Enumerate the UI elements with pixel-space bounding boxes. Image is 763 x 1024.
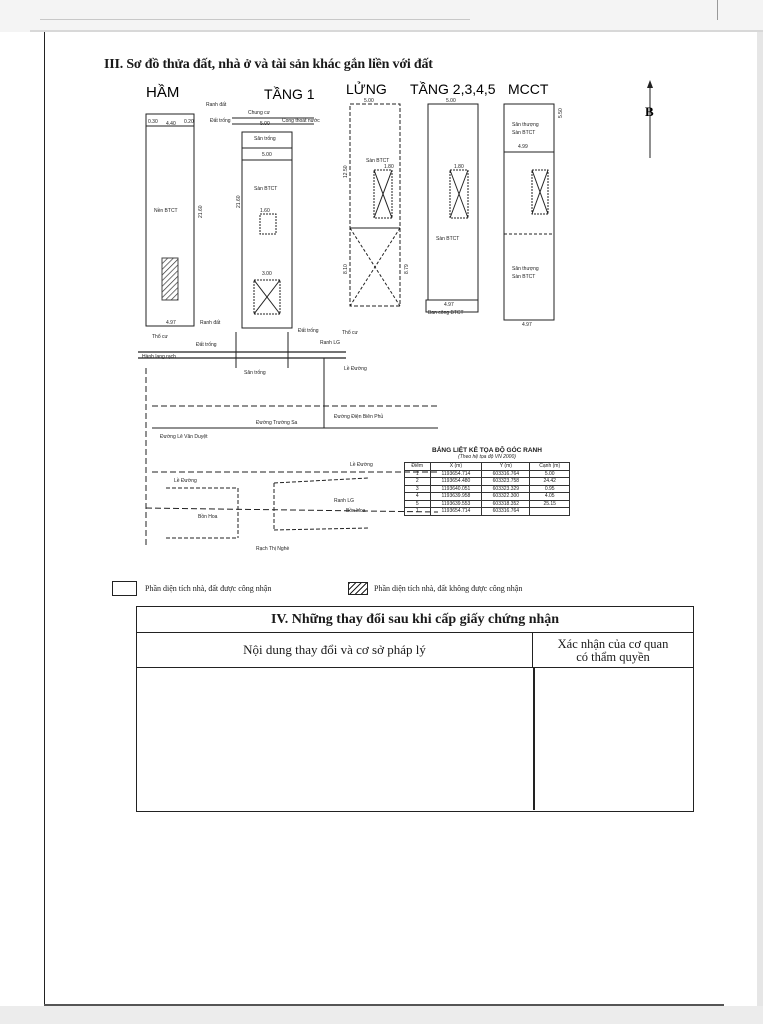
legend-not-recognized xyxy=(348,579,522,597)
cell-x: 1193640.051 xyxy=(430,485,482,493)
label-bon-hoa-1: Bồn Hoa xyxy=(346,508,366,514)
photo-bottom-strip xyxy=(0,1006,763,1024)
cell-edge xyxy=(530,508,570,516)
label-hanh-lang-rach: Hành lang rạch xyxy=(142,354,176,360)
cell-x: 1193639.958 xyxy=(430,493,482,501)
north-arrow-icon xyxy=(643,80,663,160)
cell-x: 1193654.714 xyxy=(430,508,482,516)
cell-edge: 0.95 xyxy=(530,485,570,493)
label-duong-truong-sa: Đường Trường Sa xyxy=(256,420,298,426)
page-right-shadow xyxy=(757,32,763,1024)
coordinate-table xyxy=(404,447,570,516)
cell-edge: 25.15 xyxy=(530,500,570,508)
cell-y: 603322.300 xyxy=(482,493,530,501)
label-rach-thi-nghe: Rạch Thị Nghè xyxy=(256,546,290,552)
label-san-thuong-1: Sân thượng xyxy=(512,122,539,128)
dim-small-a: 1.80 xyxy=(384,164,394,170)
dim-small-a-2: 1.80 xyxy=(454,164,464,170)
label-san-btct-mcct-1: Sàn BTCT xyxy=(512,130,536,136)
col-header-confirm-line2: có thẩm quyền xyxy=(576,650,650,664)
tang1-outline xyxy=(242,132,292,328)
label-bon-hoa-2: Bồn Hoa xyxy=(198,514,218,520)
cell-point: 3 xyxy=(405,485,431,493)
col-header-y: Y (m) xyxy=(482,463,530,471)
dim-width-top-2: 5.00 xyxy=(262,152,272,158)
cell-y: 603318.352 xyxy=(482,500,530,508)
dim-edge-b: 0.20 xyxy=(184,119,194,125)
col-header-confirm-line1: Xác nhận của cơ quan xyxy=(557,637,669,651)
cell-point: 1 xyxy=(405,508,431,516)
col-header-point: Điểm xyxy=(405,463,431,471)
label-tho-cu-1: Thổ cư xyxy=(152,334,168,340)
previous-page-rule xyxy=(40,19,470,20)
label-san-btct-mcct-2: Sàn BTCT xyxy=(512,274,536,280)
label-dat-trong-1: Đất trống xyxy=(210,118,231,124)
section-4-title: IV. Những thay đổi sau khi cấp giấy chứng nhận xyxy=(137,607,693,633)
legend-not-recognized-label: Phần diện tích nhà, đất không được công nhận xyxy=(374,583,523,593)
label-nen-btct: Nền BTCT xyxy=(154,208,178,214)
cell-x: 1193654.714 xyxy=(430,470,482,478)
label-le-duong-1: Lề Đường xyxy=(344,366,367,372)
dim-width-top: 5.00 xyxy=(260,121,270,127)
table-row xyxy=(405,500,570,508)
legend-recognized-swatch xyxy=(112,581,137,596)
dim-width-bottom-t2: 4.97 xyxy=(444,302,454,308)
label-le-duong-3: Lề Đường xyxy=(174,478,197,484)
tang2345-outline xyxy=(428,104,478,300)
table-header-row xyxy=(405,463,570,471)
cell-y: 603316.764 xyxy=(482,508,530,516)
cell-x: 1193654.480 xyxy=(430,478,482,486)
table-row xyxy=(405,508,570,516)
label-dat-trong-2: Đất trống xyxy=(298,328,319,334)
label-san-btct-lung: Sàn BTCT xyxy=(366,158,390,164)
dim-depth-rear: 8.10 xyxy=(343,264,349,274)
dim-width-bottom-mcct: 4.97 xyxy=(522,322,532,328)
col-header-content: Nội dung thay đổi và cơ sở pháp lý xyxy=(137,633,533,667)
label-san-btct-t2: Sàn BTCT xyxy=(436,236,460,242)
dim-small-b: 1.60 xyxy=(260,208,270,214)
dim-width-t2: 5.00 xyxy=(446,98,456,104)
col-header-edge: Cạnh (m) xyxy=(530,463,570,471)
label-chung-cu: Chung cư xyxy=(248,110,270,116)
dim-depth-lower: 8.79 xyxy=(404,264,410,274)
cell-point: 5 xyxy=(405,500,431,508)
section-3-title: III. Sơ đồ thửa đất, nhà ở và tài sản khác gắn liền với đất xyxy=(104,57,433,72)
dim-mcct-top: 5.50 xyxy=(558,108,564,118)
cell-y: 603323.329 xyxy=(482,485,530,493)
label-ranh-lg-1: Ranh LG xyxy=(320,340,341,346)
changes-column-divider xyxy=(533,668,535,810)
label-dat-trong-3: Đất trống xyxy=(196,342,217,348)
legend-not-recognized-swatch xyxy=(348,582,368,595)
page-top-edge xyxy=(30,30,763,32)
mcct-outline xyxy=(504,104,554,320)
dim-inner-width: 4.40 xyxy=(166,121,176,127)
label-cong-thoat-nuoc: Cống thoát nước xyxy=(282,118,320,124)
floor-label-lung: LỬNG xyxy=(346,81,387,97)
col-header-confirm xyxy=(533,633,693,667)
label-le-duong-2: Lề Đường xyxy=(350,462,373,468)
dim-width-bottom-ham: 4.97 xyxy=(166,320,176,326)
label-san-btct-t1: Sàn BTCT xyxy=(254,186,278,192)
dim-mcct-w: 4.99 xyxy=(518,144,528,150)
dim-depth-total-t1: 21.60 xyxy=(236,195,242,208)
cell-edge: 5.00 xyxy=(530,470,570,478)
floor-label-mcct: MCCT xyxy=(508,81,549,97)
floor-label-ham: HẦM xyxy=(146,84,180,101)
photo-top-strip xyxy=(0,0,763,32)
dim-depth-total-ham: 21.60 xyxy=(198,205,204,218)
north-label: B xyxy=(645,104,654,119)
label-ranh-dat-2: Ranh đất xyxy=(200,320,221,326)
table-row xyxy=(405,478,570,486)
dim-stair: 3.00 xyxy=(262,271,272,277)
dim-edge-a: 0.30 xyxy=(148,119,158,125)
coordinate-table-title: BẢNG LIỆT KÊ TỌA ĐỘ GÓC RANH xyxy=(432,447,542,454)
label-tho-cu-2: Thổ cư xyxy=(342,330,358,336)
label-duong-le-van-duyet: Đường Lê Văn Duyệt xyxy=(160,434,208,440)
changes-table-body xyxy=(137,668,693,810)
legend-recognized-label: Phần diện tích nhà, đất được công nhận xyxy=(145,583,272,593)
changes-table xyxy=(136,606,694,812)
label-san-trong-2: Sân trống xyxy=(244,370,266,376)
floor-label-tang1: TẦNG 1 xyxy=(264,86,315,102)
dim-width-lung: 5.00 xyxy=(364,98,374,104)
cell-edge: 4.05 xyxy=(530,493,570,501)
table-row xyxy=(405,493,570,501)
label-ban-cong: Ban công BTCT xyxy=(428,310,464,316)
cell-point: 2 xyxy=(405,478,431,486)
coordinate-grid xyxy=(404,462,570,516)
cell-y: 603316.764 xyxy=(482,470,530,478)
label-ranh-dat-1: Ranh đất xyxy=(206,102,227,108)
cell-edge: 24.42 xyxy=(530,478,570,486)
cell-point: 1 xyxy=(405,470,431,478)
cell-point: 4 xyxy=(405,493,431,501)
changes-table-header xyxy=(137,633,693,668)
label-ranh-lg-2: Ranh LG xyxy=(334,498,355,504)
col-header-x: X (m) xyxy=(430,463,482,471)
table-row xyxy=(405,470,570,478)
label-san-thuong-2: Sân thượng xyxy=(512,266,539,272)
label-duong-dien-bien-phu: Đường Điện Biên Phủ xyxy=(334,414,384,420)
label-san-trong-t1: Sân trống xyxy=(254,136,276,142)
page-left-margin-line xyxy=(44,32,45,1007)
cell-y: 603323.758 xyxy=(482,478,530,486)
legend-recognized xyxy=(112,579,271,597)
floor-label-tang2345: TẦNG 2,3,4,5 xyxy=(410,81,496,97)
dim-depth-mid: 12.50 xyxy=(343,165,349,178)
cell-x: 1193639.553 xyxy=(430,500,482,508)
table-row xyxy=(405,485,570,493)
previous-page-tick xyxy=(717,0,718,20)
coordinate-table-subtitle: (Theo hệ tọa độ VN 2000) xyxy=(458,454,516,460)
